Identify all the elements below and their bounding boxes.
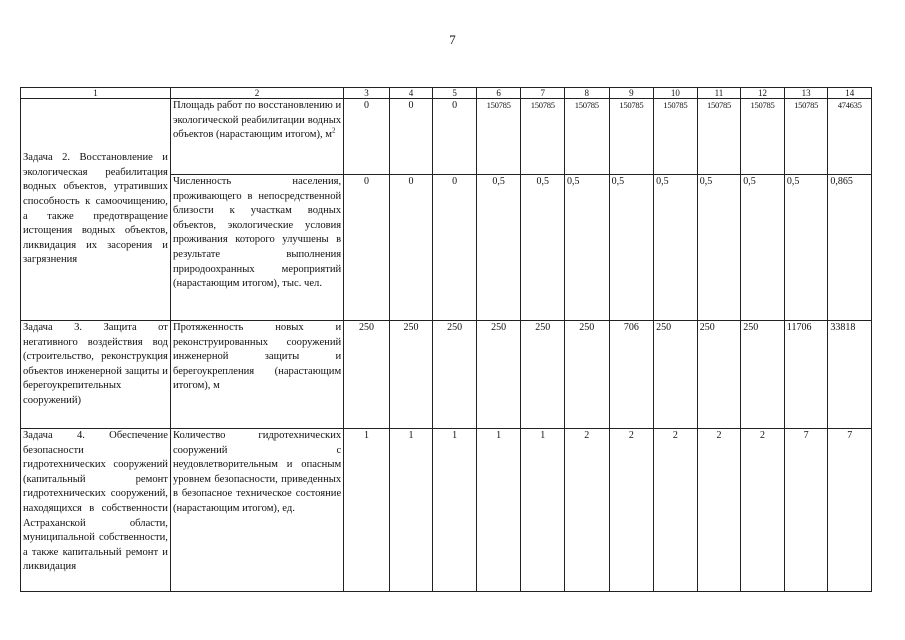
- value-cell: 0,5: [741, 175, 785, 321]
- page-number: 7: [449, 32, 456, 47]
- column-header: 14: [828, 88, 872, 99]
- value-cell: 1: [344, 429, 390, 592]
- task-cell: [21, 99, 171, 321]
- value-cell: 7: [784, 429, 828, 592]
- task-cell: Задача 3. Защита от негативного воздействия вод (строительство, реконструкция объектов инженерной защиты и берегоукрепительных сооружений): [21, 321, 171, 429]
- value-cell: 250: [741, 321, 785, 429]
- value-cell: 0,5: [565, 175, 610, 321]
- value-cell: 0: [389, 99, 433, 175]
- value-cell: 1: [389, 429, 433, 592]
- unit-superscript: 2: [332, 126, 336, 135]
- table-row: [21, 429, 872, 592]
- column-header: 1: [21, 88, 171, 99]
- indicators-table: [20, 87, 872, 592]
- table-row: [21, 99, 872, 175]
- value-cell: 0: [344, 175, 390, 321]
- value-cell: 2: [697, 429, 741, 592]
- value-cell: 7: [828, 429, 872, 592]
- column-header: 13: [784, 88, 828, 99]
- value-cell: 0: [389, 175, 433, 321]
- column-header: 2: [170, 88, 343, 99]
- task-cell: Задача 4. Обеспечение безопасности гидротехнических сооружений (капитальный ремонт гидротехнических сооружений, находящихся в собственности Астраханской области, муниципальной собственности, а также капитальный ремонт и ликвидация: [21, 429, 171, 592]
- indicator-cell: Протяженность новых и реконструированных сооружений инженерной защиты и берегоукрепления (нарастающим итогом), м: [170, 321, 343, 429]
- value-cell: 2: [654, 429, 698, 592]
- value-cell: 250: [433, 321, 477, 429]
- value-cell: 150785: [565, 99, 610, 175]
- value-cell: 1: [433, 429, 477, 592]
- value-cell: 1: [476, 429, 521, 592]
- value-cell: 250: [476, 321, 521, 429]
- value-cell: 0: [344, 99, 390, 175]
- value-cell: 150785: [609, 99, 654, 175]
- column-header: 9: [609, 88, 654, 99]
- value-cell: 150785: [521, 99, 565, 175]
- value-cell: 250: [344, 321, 390, 429]
- value-cell: 0: [433, 99, 477, 175]
- value-cell: 150785: [654, 99, 698, 175]
- value-cell: 2: [741, 429, 785, 592]
- value-cell: 2: [565, 429, 610, 592]
- task-text: Задача 2. Восстановление и экологическая реабилитация водных объектов, утративших способность к самоочищению, а также предотвращение истощения водных объектов, ликвидация их засорения и загрязнения: [23, 152, 168, 266]
- value-cell: 706: [609, 321, 654, 429]
- value-cell: 250: [389, 321, 433, 429]
- column-header: 7: [521, 88, 565, 99]
- column-header: 3: [344, 88, 390, 99]
- header-row: [21, 88, 872, 99]
- value-cell: 250: [697, 321, 741, 429]
- value-cell: 250: [521, 321, 565, 429]
- value-cell: 474635: [828, 99, 872, 175]
- value-cell: 0,5: [609, 175, 654, 321]
- value-cell: 0,5: [784, 175, 828, 321]
- column-header: 10: [654, 88, 698, 99]
- value-cell: 150785: [476, 99, 521, 175]
- value-cell: 2: [609, 429, 654, 592]
- indicator-cell: Численность населения, проживающего в непосредственной близости к участкам водных объектов, экологические условия проживания которого улучшены в результате выполнения природоохранных мероприятий (нарастающим итогом), тыс. чел.: [170, 175, 343, 321]
- value-cell: 0,5: [521, 175, 565, 321]
- value-cell: 0,865: [828, 175, 872, 321]
- column-header: 11: [697, 88, 741, 99]
- value-cell: 0,5: [476, 175, 521, 321]
- column-header: 4: [389, 88, 433, 99]
- column-header: 6: [476, 88, 521, 99]
- table-row: [21, 321, 872, 429]
- column-header: 5: [433, 88, 477, 99]
- column-header: 12: [741, 88, 785, 99]
- value-cell: 150785: [784, 99, 828, 175]
- value-cell: 0,5: [697, 175, 741, 321]
- value-cell: 150785: [741, 99, 785, 175]
- column-header: 8: [565, 88, 610, 99]
- value-cell: 250: [565, 321, 610, 429]
- indicator-text: Площадь работ по восстановлению и экологической реабилитации водных объектов (нарастающим итогом), м: [172, 100, 342, 141]
- value-cell: 33818: [828, 321, 872, 429]
- value-cell: 1: [521, 429, 565, 592]
- value-cell: 0,5: [654, 175, 698, 321]
- value-cell: 11706: [784, 321, 828, 429]
- value-cell: 0: [433, 175, 477, 321]
- value-cell: 150785: [697, 99, 741, 175]
- value-cell: 250: [654, 321, 698, 429]
- indicator-cell: Количество гидротехнических сооружений с неудовлетворительным и опасным уровнем безопасности, приведенных в безопасное техническое состояние (нарастающим итогом), ед.: [170, 429, 343, 592]
- indicator-cell: [170, 99, 343, 175]
